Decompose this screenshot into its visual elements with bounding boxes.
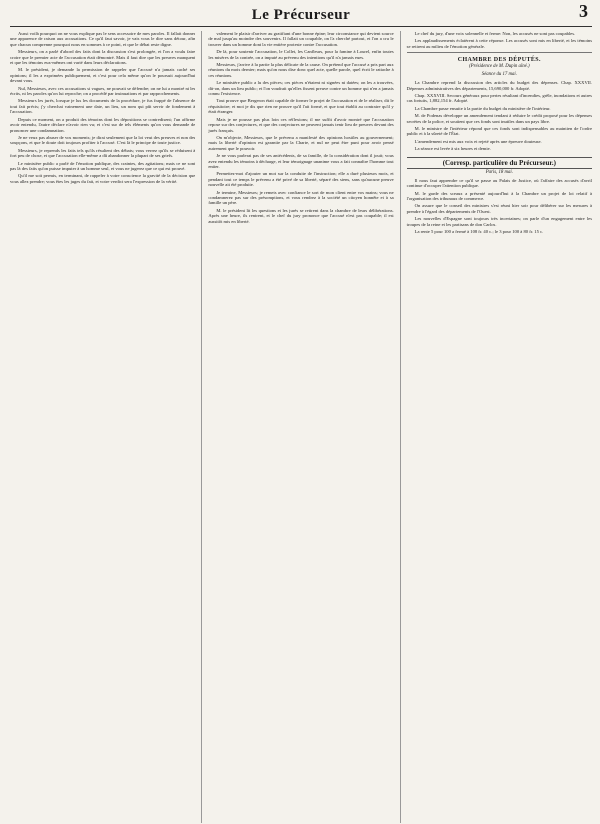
paragraph: On m'objecte, Messieurs, que le prévenu a manifesté des opinions hostiles au gouvernement; mais la liberté d'opinion est garantie par la Charte, et nul ne peut être puni pour avoir pensé autrement que le pouvoir. — [208, 134, 394, 151]
section-title: CHAMBRE DES DÉPUTÉS. — [457, 57, 541, 64]
paragraph: La Chambre passe ensuite à la partie du budget du ministère de l'intérieur. — [414, 105, 551, 111]
paragraph: Tout prouve que Bergeron était capable de former le projet de l'accusation et de le réaliser, dit le réquisitoire; et moi je dis que rien ne prouve qu'il l'ait formé, et que tout établit au contraire qu'il y était étranger. — [208, 98, 394, 115]
column-2 — [201, 31, 393, 823]
section-date: Séance du 17 mai. — [481, 72, 517, 78]
paragraph: M. de Podenas développe un amendement tendant à réduire le crédit proposé pour les dépenses secrètes de la police, et soutient que ces fonds sont inutiles dans un pays libre. — [406, 113, 592, 124]
paragraph: Depuis ce moment, on a produit des témoins dont les dépositions se contredisent; l'un affirme avoir entendu, l'autre déclare n'avoir rien vu; et c'est sur de tels éléments qu'on vous demande de prononcer une condamnation. — [10, 116, 196, 133]
page-header — [10, 1, 592, 27]
paragraph: Nul, Messieurs, avec ces accusations si vagues, ne pouvait se défendre; on ne lui a montré ni les écrits, ni les paroles qu'on lui reproche; on a procédé par insinuations et par rapprochements. — [10, 85, 196, 97]
text-columns — [10, 31, 592, 823]
paragraph: M. le président, je demande la permission de rappeler que l'accusé n'a jamais caché ses opinions; il les a exprimées publiquement, et c'est pour cela même qu'on le poursuit aujourd'hui devant vous. — [10, 67, 196, 84]
masthead-title: Le Précurseur — [251, 7, 351, 23]
paragraph: Je ne vous parlerai pas de ses antécédents, de sa famille, de la considération dont il jouit; vous avez entendu les témoins à décharge, et leur témoignage unanime vous a fait connaître l'homme tout entier. — [208, 153, 394, 169]
paragraph: Messieurs, on a parlé d'abord des faits dont la discussion s'est prolongée, et l'on a voulu faire croire que le premier acte de l'accusation était démontré. Mais il faut dire que les preuves manquent et que les témoins eux-mêmes ont varié dans leurs déclarations. — [10, 49, 196, 66]
paragraph: Je ne veux pas abuser de vos moments; je dirai seulement que la loi veut des preuves et non des soupçons, et que le doute doit toujours profiter à l'accusé. C'est là le principe de toute justice. — [10, 134, 196, 146]
section-divider — [407, 52, 592, 53]
paragraph: On assure que le conseil des ministres s'est réuni hier soir pour délibérer sur les mesures à prendre à l'égard des départements de l'Ouest. — [406, 203, 592, 214]
paragraph: La séance est levée à six heures et demie. — [414, 146, 491, 152]
paragraph: M. le président lit les questions et les jurés se retirent dans la chambre de leurs délibérations. Après une heure, ils rentrent, et le chef du jury prononce que l'accusé n'est pas coupable; il est aussitôt mis en liberté. — [208, 207, 394, 224]
paragraph: M. le ministre de l'intérieur répond que ces fonds sont indispensables au maintien de l'ordre public et à la sûreté de l'État. — [406, 126, 592, 137]
paragraph: Le chef du jury, d'une voix solennelle et ferme: Non, les accusés ne sont pas coupables. — [414, 31, 576, 36]
paragraph: M. le garde des sceaux a présenté aujourd'hui à la Chambre un projet de loi relatif à l'organisation des tribunaux de commerce. — [406, 190, 592, 201]
paragraph: Qu'il me soit permis, en terminant, de rappeler à votre conscience la gravité de la décision que vous allez prendre; vous êtes les juges du fait, et votre verdict sera l'expression de la vérité. — [10, 173, 196, 184]
paragraph: L'amendement est mis aux voix et rejeté après une épreuve douteuse. — [414, 138, 542, 144]
paragraph: Mais je ne pousse pas plus loin ces réflexions; il me suffit d'avoir montré que l'accusation repose sur des conjectures, et que des conjectures ne peuvent jamais tenir lieu de preuves devant des jurés français. — [208, 116, 394, 133]
page-number: 3 — [579, 1, 588, 21]
paragraph: Je termine, Messieurs; je remets avec confiance le sort de mon client entre vos mains; vous ne condamnerez pas sur des présomptions, et vous rendrez à la société un citoyen honnête et à sa famille un père. — [208, 189, 394, 206]
paragraph: La rente 5 pour 100 a fermé à 108 fr. 40 c.; le 3 pour 100 à 80 fr. 15 c. — [414, 228, 544, 234]
paragraph: Aussi voilà pourquoi on ne vous explique pas le sens accessoire de mes paroles. Il fallait donner une apparence de raison aux accusations. Ce qu'il faut savoir, je vais vous le dire sans détour, afin que chacun comprenne pourquoi nous en sommes à ce point, et que le débat reste digne. — [10, 31, 196, 47]
paragraph: Les applaudissements éclatèrent à cette réponse. Les accusés sont mis en liberté, et les témoins se retirent au milieu de l'émotion générale. — [406, 38, 592, 49]
section-subtitle: (Présidence de M. Dupin aîné.) — [469, 64, 530, 70]
column-3 — [400, 31, 592, 823]
paragraph: Le ministère public a parlé de l'émotion publique, des craintes, des agitations; mais ce ne sont pas là des faits qu'on puisse imputer à un homme seul, et vous ne jugerez que ce qui est prouvé. — [10, 160, 196, 171]
paragraph: La Chambre reprend la discussion des articles du budget des dépenses. Chap. XXXVII. Dépenses administratives des départements, 15,690,000 fr. Adopté. — [406, 80, 592, 91]
paragraph: Permettez-moi d'ajouter un mot sur la conduite de l'instruction; elle a duré plusieurs mois, et pendant tout ce temps le prévenu a été privé de sa liberté, séparé des siens, sans qu'aucune preuve nouvelle ait été produite. — [208, 171, 394, 188]
column-1 — [10, 31, 195, 823]
paragraph: Messieurs les jurés, lorsque je lus les documents de la procédure, je fus frappé de l'absence de tout fait précis; j'y cherchai vainement une date, un lieu, un nom qui pût servir de fondement à l'accusation. — [10, 98, 196, 115]
paragraph: De là, pour soutenir l'accusation, le Collet, les Canfleurs, pour la famine à Lourel, enfin toutes les misères de la contrée, on a imputé au prévenu des intentions qu'il n'a jamais eues. — [208, 49, 394, 60]
paragraph: Messieurs, j'arrive à la partie la plus délicate de la cause. On prétend que l'accusé a pris part aux réunions du mois dernier; mais qu'on nous dise donc quel acte, quelle parole, quel écrit le rattache à ces réunions. — [208, 62, 394, 78]
paragraph: Les nouvelles d'Espagne sont toujours très incertaines; on parle d'un engagement entre les troupes de la reine et les partisans de don Carlos. — [406, 216, 592, 227]
section-date: Paris, 18 mai. — [485, 169, 513, 175]
paragraph: Le ministère public a lu des pièces; ces pièces n'étaient ni signées ni datées; on les a trouvées, dit-on, dans un lieu public; et l'on voudrait qu'elles fissent preuve contre un homme qui n'en a jamais connu l'existence. — [208, 80, 394, 97]
paragraph: Messieurs, je reprends les faits tels qu'ils résultent des débats; vous verrez qu'ils se réduisent à fort peu de chose, et que l'accusation elle-même a dû abandonner la plupart de ses griefs. — [10, 147, 196, 159]
section-title: (Corresp. particulière du Précurseur.) — [407, 157, 592, 169]
paragraph: valement le plaisir d'arriver au gratifiant d'une bonne épine; leur circonstance qui devient source de mal jusqu'au moindre des souvenirs. Il fallait un coupable, on l'a cherché partout, et l'on a cru le trouver dans un homme dont la vie entière proteste contre l'accusation. — [208, 31, 394, 47]
paragraph: Il nous faut apprendre ce qu'il se passe au Palais de Justice, où l'affaire des accusés d'avril continue d'occuper l'attention publique. — [406, 177, 592, 189]
paragraph: Chap. XXXVIII. Secours généraux pour pertes résultant d'incendies, grêle, inondations et autres cas fortuits, 1,882,154 fr. Adopté. — [406, 93, 592, 104]
